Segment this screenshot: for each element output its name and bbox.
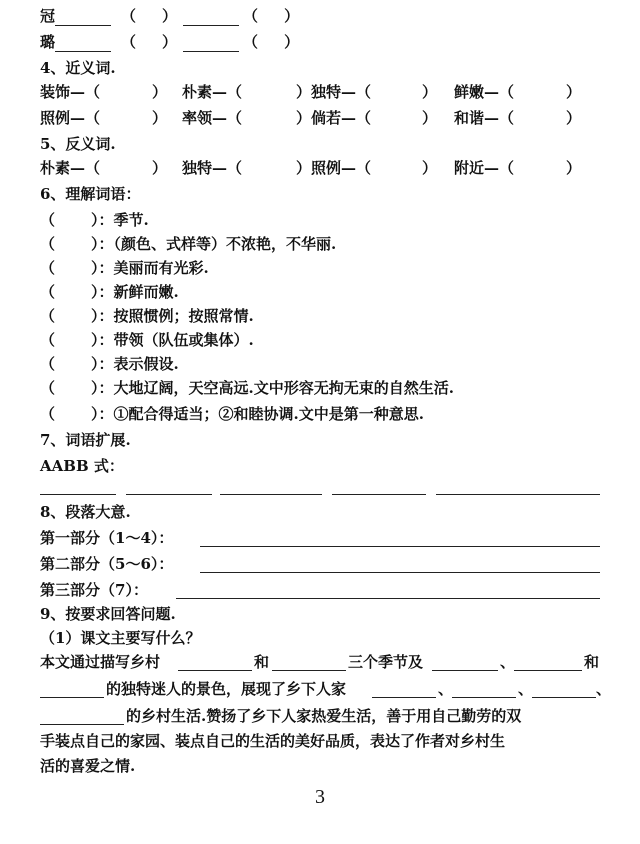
- q8-part-3-blank[interactable]: [176, 598, 600, 599]
- q7-title: 7、词语扩展.: [40, 431, 131, 449]
- page-number: 3: [315, 786, 325, 808]
- definition-text: ：（颜色、式样等）不浓艳，不华丽.: [98, 235, 337, 253]
- q6-definition-item: （ ）：①配合得适当；②和睦协调.文中是第一种意思.: [40, 405, 424, 423]
- q9-title: 9、按要求回答问题.: [40, 605, 176, 623]
- definition-text: ：带领（队伍或集体）.: [98, 331, 254, 349]
- pinyin-blank[interactable]: [55, 9, 111, 26]
- q9-text: 的乡村生活.赞扬了乡下人家热爱生活，善于用自己勤劳的双: [126, 707, 522, 725]
- q9-text: 、: [596, 680, 612, 698]
- char-row-2: 璐 （ ） （ ）: [40, 33, 300, 51]
- q9-blank[interactable]: [40, 724, 124, 725]
- q9-blank[interactable]: [372, 697, 436, 698]
- q9-text: 和: [584, 653, 600, 671]
- q6-definition-item: （ ）：按照惯例；按照常情.: [40, 307, 254, 325]
- definition-text: ：大地辽阔，天空高远.文中形容无拘无束的自然生活.: [98, 379, 454, 397]
- q8-part-2-blank[interactable]: [200, 572, 600, 573]
- aabb-blank-5[interactable]: [436, 494, 600, 495]
- q4-title: 4、近义词.: [40, 59, 116, 77]
- aabb-blank-4[interactable]: [332, 494, 426, 495]
- q9-text: 和: [254, 653, 270, 671]
- q6-definition-item: （ ）：（颜色、式样等）不浓艳，不华丽.: [40, 235, 337, 253]
- definition-text: ：美丽而有光彩.: [98, 259, 209, 277]
- aabb-blank-2[interactable]: [126, 494, 212, 495]
- q6-definition-item: （ ）：表示假设.: [40, 355, 179, 373]
- definition-text: ：表示假设.: [98, 355, 179, 373]
- q6-definition-item: （ ）：大地辽阔，天空高远.文中形容无拘无束的自然生活.: [40, 379, 454, 397]
- worksheet-page: 冠 （ ） （ ） 璐 （ ） （ ） 4、近义词. 装饰—（ ） 朴素—（ ）独特—（ ） 鲜嫩—（ ） 照例—（ ） 率领—（ ）倘若—（ ） 和谐—（ ） 5、反义词. 朴素—（ ） 独特—（ ）照例—（ ） 附近—（ ） 6、理解词语： （ ）：季节. （ ）：（颜色、式样等）不浓艳，不华丽. （ ）：美丽而有光彩. （ ）：新鲜而嫩. （ ）：按照惯例；按照常情. （ ）：带领（队伍或集体）. （ ）：表示假设. （ ）：大地辽阔，天空高远.文中形容无拘无束的自然生活. （ ）：①配合得适当；②和睦协调.文中是第一种意思. 7、词语扩展. AABB 式： 8、段落大意. 第一部分（1～4）： 第二部分（5～6）： 第三部分（7）： 9、按要求回答问题. （1）课文主要写什么？ 本文通过描写乡村 和 三个季节及 、 和 的独特迷人的景色，展现了乡下人家 、 、 、 的乡村生活.赞扬了乡下人家热爱生活，善于用自己勤劳的双 手装点自己的家园、装点自己的生活的美好品质，表达了作者对乡村生 活的喜爱之情. 3: [0, 0, 640, 844]
- q8-part-2: 第二部分（5～6）：: [40, 555, 174, 573]
- char-label: 璐: [40, 33, 56, 51]
- word-blank[interactable]: [183, 35, 239, 52]
- definition-text: ：新鲜而嫩.: [98, 283, 179, 301]
- q6-title: 6、理解词语：: [40, 185, 141, 203]
- q6-definition-item: （ ）：带领（队伍或集体）.: [40, 331, 254, 349]
- q8-part-1: 第一部分（1～4）：: [40, 529, 174, 547]
- q9-text: 、: [438, 680, 454, 698]
- q9-blank[interactable]: [452, 697, 516, 698]
- q9-text: 活的喜爱之情.: [40, 757, 136, 775]
- q9-blank[interactable]: [272, 670, 346, 671]
- aabb-blank-1[interactable]: [40, 494, 116, 495]
- definition-text: ：季节.: [98, 211, 149, 229]
- q9-text: 、: [500, 653, 516, 671]
- q9-blank[interactable]: [178, 670, 252, 671]
- q8-part-3: 第三部分（7）：: [40, 581, 148, 599]
- q9-blank[interactable]: [532, 697, 596, 698]
- q9-blank[interactable]: [432, 670, 498, 671]
- q9-text: 手装点自己的家园、装点自己的生活的美好品质，表达了作者对乡村生: [40, 732, 506, 750]
- q6-definition-item: （ ）：季节.: [40, 211, 149, 229]
- q8-title: 8、段落大意.: [40, 503, 131, 521]
- pinyin-blank[interactable]: [55, 35, 111, 52]
- q9-text: 的独特迷人的景色，展现了乡下人家: [106, 680, 347, 698]
- q8-part-1-blank[interactable]: [200, 546, 600, 547]
- q5-title: 5、反义词.: [40, 135, 116, 153]
- q9-blank[interactable]: [40, 697, 104, 698]
- q9-sub-1: （1）课文主要写什么？: [40, 629, 201, 647]
- q9-blank[interactable]: [514, 670, 582, 671]
- char-label: 冠: [40, 7, 56, 25]
- word-blank[interactable]: [183, 9, 239, 26]
- q6-definition-item: （ ）：新鲜而嫩.: [40, 283, 179, 301]
- char-row-1: 冠 （ ） （ ）: [40, 7, 300, 25]
- q9-text: 三个季节及: [348, 653, 424, 671]
- q7-subtitle: AABB 式：: [40, 457, 124, 475]
- definition-text: ：①配合得适当；②和睦协调.文中是第一种意思.: [98, 405, 424, 423]
- q6-definition-item: （ ）：美丽而有光彩.: [40, 259, 209, 277]
- definition-text: ：按照惯例；按照常情.: [98, 307, 254, 325]
- aabb-blank-3[interactable]: [220, 494, 322, 495]
- q9-text: 本文通过描写乡村: [40, 653, 161, 671]
- q9-text: 、: [518, 680, 534, 698]
